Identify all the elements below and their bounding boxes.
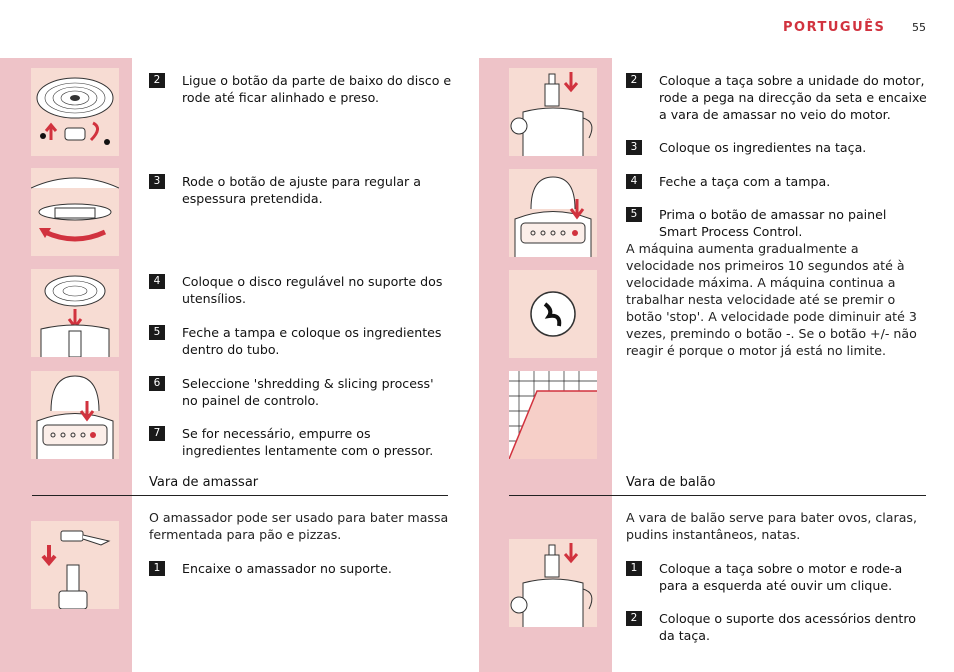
section-divider — [509, 495, 926, 496]
step-text: Rode o botão de ajuste para regular a espessura pretendida. — [182, 174, 421, 206]
step-number: 2 — [626, 73, 642, 88]
step-number: 1 — [626, 561, 642, 576]
step-text: Se for necessário, empurre os ingredientes lentamente com o pressor. — [182, 426, 434, 458]
control-panel-illustration — [31, 371, 119, 459]
step-text: Coloque a taça sobre a unidade do motor, rode a pega na direcção da seta e encaixe a vara de amassar no veio do motor. — [659, 73, 927, 122]
step-text: Coloque os ingredientes na taça. — [659, 140, 867, 155]
step-number: 4 — [626, 174, 642, 189]
step-text: Ligue o botão da parte de baixo do disco e rode até ficar alinhado e preso. — [182, 73, 452, 105]
kneading-button-illustration — [509, 169, 597, 257]
section-title-whisk: Vara de balão — [626, 475, 716, 490]
disc-holder-illustration — [31, 269, 119, 357]
bowl-on-motor-illustration — [509, 68, 597, 156]
kneading-icon-illustration — [509, 270, 597, 358]
speed-note: A máquina aumenta gradualmente a velocidade nos primeiros 10 segundos até à velocidade máxima. A máquina continua a trabalhar nesta velocidade até se premir o botão 'stop'. A velocidade pode diminuir até 3 vezes, premindo o botão -. Se o botão +/- não reagir é porque o motor já está no limite. — [626, 241, 917, 358]
section-divider — [32, 495, 448, 496]
kneader-illustration — [31, 521, 119, 609]
step-text: Encaixe o amassador no suporte. — [182, 561, 392, 576]
thickness-dial-illustration — [31, 168, 119, 256]
step-text: Coloque a taça sobre o motor e rode-a para a esquerda até ouvir um clique. — [659, 561, 903, 593]
whisk-illustration — [509, 539, 597, 627]
step-number: 4 — [149, 274, 165, 289]
step-number: 3 — [149, 174, 165, 189]
step-number: 7 — [149, 426, 165, 441]
speed-graph-illustration — [509, 371, 597, 459]
section-intro: A vara de balão serve para bater ovos, claras, pudins instantâneos, natas. — [626, 510, 917, 542]
step-number: 5 — [149, 325, 165, 340]
step-text: Coloque o suporte dos acessórios dentro da taça. — [659, 611, 916, 643]
section-intro: O amassador pode ser usado para bater massa fermentada para pão e pizzas. — [149, 510, 449, 542]
step-number: 2 — [149, 73, 165, 88]
step-text: Prima o botão de amassar no painel Smart Process Control. — [659, 207, 887, 239]
step-number: 5 — [626, 207, 642, 222]
step-text: Feche a taça com a tampa. — [659, 174, 831, 189]
step-number: 2 — [626, 611, 642, 626]
step-number: 1 — [149, 561, 165, 576]
step-text: Feche a tampa e coloque os ingredientes dentro do tubo. — [182, 325, 442, 357]
step-text: Seleccione 'shredding & slicing process' no painel de controlo. — [182, 376, 434, 408]
disc-knob-illustration — [31, 68, 119, 156]
step-number: 3 — [626, 140, 642, 155]
language-header: PORTUGUÊS — [783, 20, 886, 35]
step-number: 6 — [149, 376, 165, 391]
page-number: 55 — [912, 21, 926, 34]
step-text: Coloque o disco regulável no suporte dos utensílios. — [182, 274, 443, 306]
section-title-kneader: Vara de amassar — [149, 475, 259, 490]
